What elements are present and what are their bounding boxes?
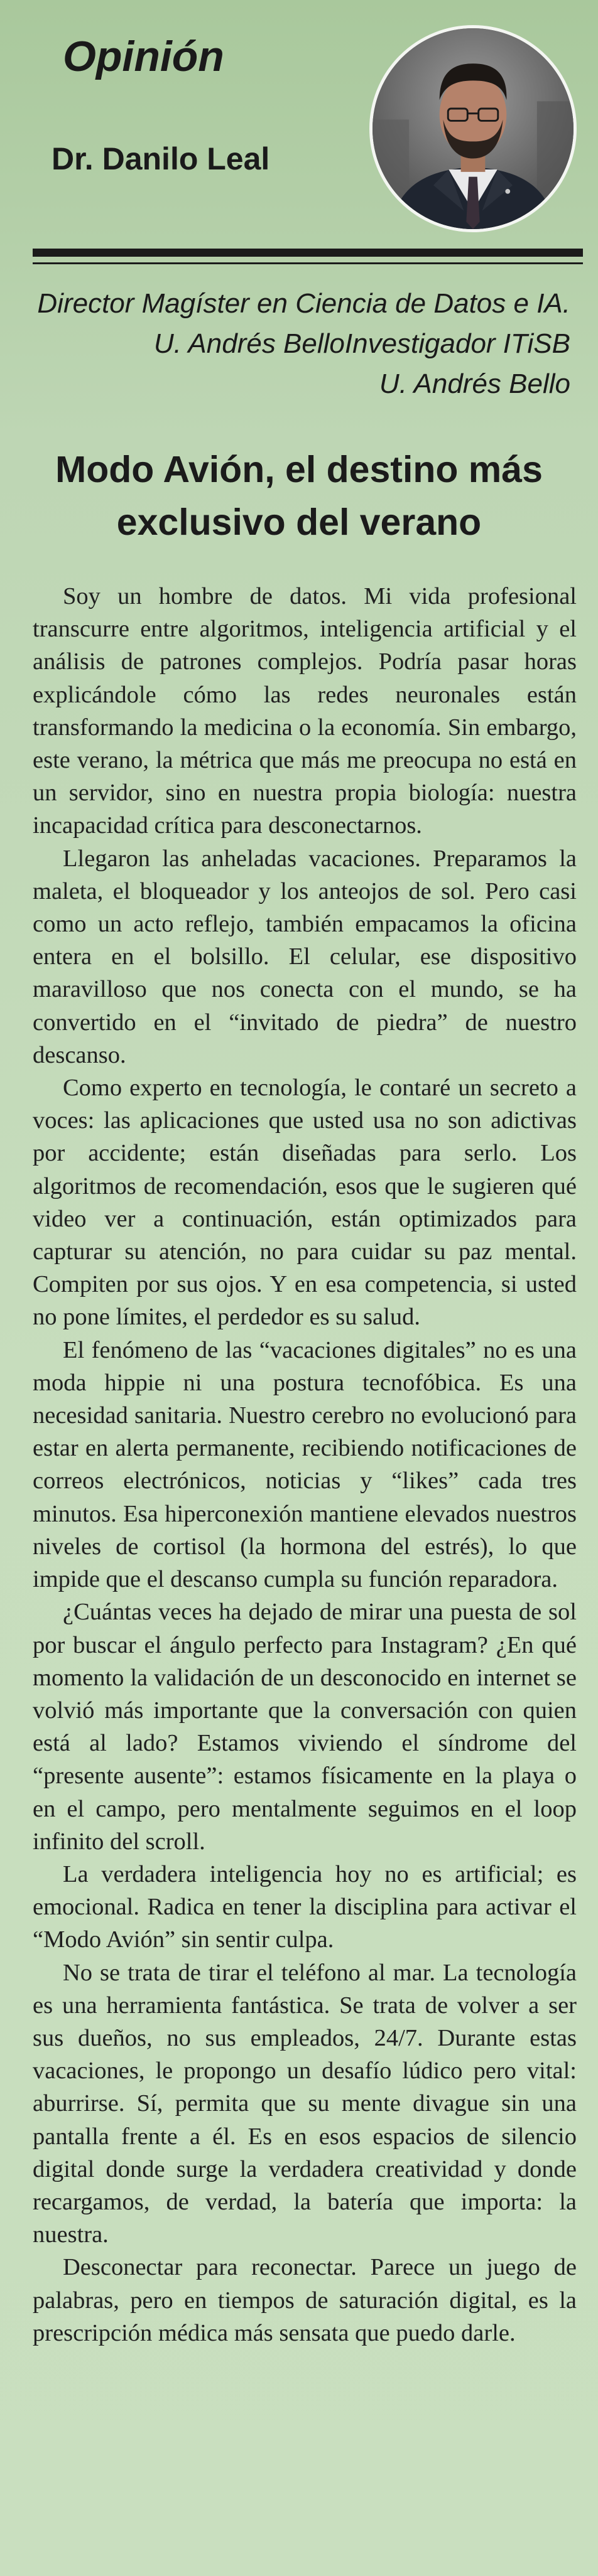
headline-line: exclusivo del verano [116, 502, 482, 543]
article-paragraph: Llegaron las anheladas vacaciones. Preparamos la maleta, el bloqueador y los anteojos de sol. Pero casi como un acto reflejo, también empacamos la oficina entera en el bolsillo. El celular, ese dispositivo maravilloso que nos conecta con el mundo, se ha convertido en el “invitado de piedra” de nuestro descanso. [33, 845, 577, 1068]
article-paragraph: La verdadera inteligencia hoy no es artificial; es emocional. Radica en tener la disciplina para activar el “Modo Avión” sin sentir culpa. [33, 1860, 577, 1953]
article-paragraph: Como experto en tecnología, le contaré un secreto a voces: las aplicaciones que usted usa no son adictivas por accidente; están diseñadas para serlo. Los algoritmos de recomendación, esos que le sugieren qué video ver a continuación, están optimizados para capturar su atención, no para cuidar su paz mental. Compiten por sus ojos. Y en esa competencia, si usted no pone límites, el perdedor es su salud. [33, 1075, 577, 1331]
author-name: Dr. Danilo Leal [52, 141, 270, 176]
article-paragraph: Desconectar para reconectar. Parece un juego de palabras, pero en tiempos de saturación digital, es la prescripción médica más sensata que puedo darle. [33, 2254, 577, 2346]
author-avatar [369, 25, 577, 232]
header-divider-thick [33, 249, 583, 257]
article-body [33, 580, 577, 2349]
headline-line: Modo Avión, el destino más [55, 449, 543, 490]
bio-line: U. Andrés BelloInvestigador ITiSB [153, 328, 570, 359]
article-headline [25, 443, 573, 549]
section-label: Opinión [63, 33, 224, 80]
article-paragraph: No se trata de tirar el teléfono al mar. La tecnología es una herramienta fantástica. Se trata de volver a ser sus dueños, no sus empleados, 24/7. Durante estas vacaciones, le propongo un desafío lúdico pero vital: aburrirse. Sí, permita que su mente divague sin una pantalla frente a él. Es en esos espacios de silencio digital donde surge la verdadera creatividad y donde recargamos, de verdad, la batería que importa: la nuestra. [33, 1959, 577, 2248]
header-divider-thin [33, 262, 583, 264]
author-portrait-icon [372, 28, 574, 229]
article-paragraph: Soy un hombre de datos. Mi vida profesional transcurre entre algoritmos, inteligencia artificial y el análisis de patrones complejos. Podría pasar horas explicándole cómo las redes neuronales están transformando la medicina o la economía. Sin embargo, este verano, la métrica que más me preocupa no está en un servidor, sino en nuestra propia biología: nuestra incapacidad crítica para desconectarnos. [33, 583, 577, 839]
article-paragraph: ¿Cuántas veces ha dejado de mirar una puesta de sol por buscar el ángulo perfecto para Instagram? ¿En qué momento la validación de un desconocido en internet se volvió más importante que la conversación con quien está al lado? Estamos viviendo el síndrome del “presente ausente”: estamos físicamente en la playa o en el campo, pero mentalmente seguimos en el loop infinito del scroll. [33, 1599, 577, 1855]
bio-line: U. Andrés Bello [379, 368, 570, 399]
author-bio [24, 284, 570, 404]
article-paragraph: El fenómeno de las “vacaciones digitales” no es una moda hippie ni una postura tecnofóbica. Es una necesidad sanitaria. Nuestro cerebro no evolucionó para estar en alerta permanente, recibiendo notificaciones de correos electrónicos, noticias y “likes” cada tres minutos. Esa hiperconexión mantiene elevados nuestros niveles de cortisol (la hormona del estrés), lo que impide que el descanso cumpla su función reparadora. [33, 1336, 577, 1593]
bio-line: Director Magíster en Ciencia de Datos e IA. [37, 288, 570, 319]
column-header [0, 0, 598, 248]
